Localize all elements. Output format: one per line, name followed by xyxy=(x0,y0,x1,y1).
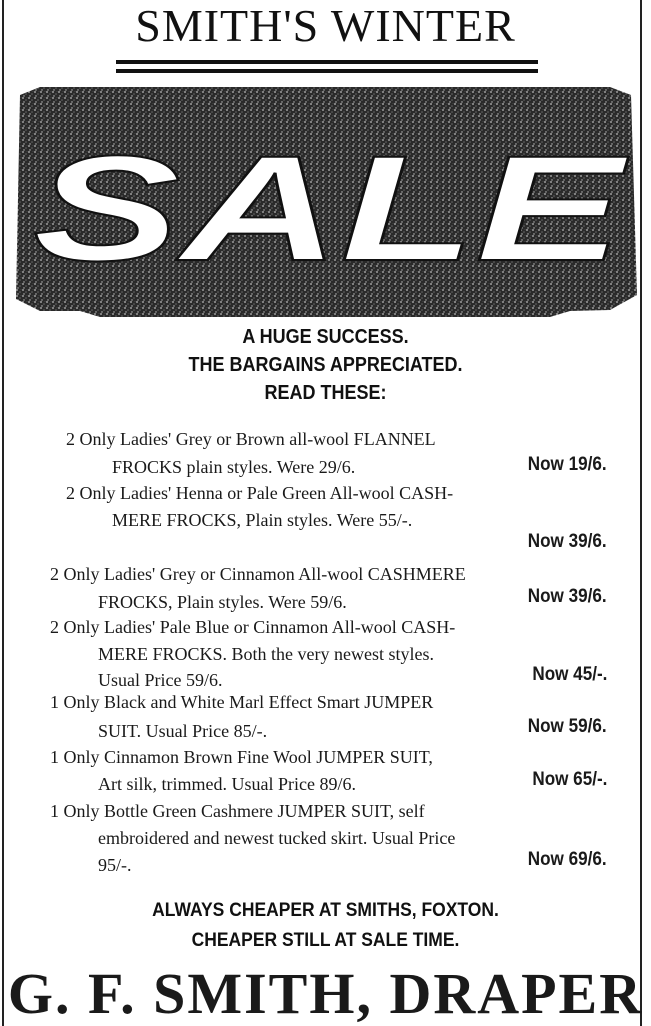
item-line: MERE FROCKS, Plain styles. Were 55/-. xyxy=(112,510,413,530)
item-line: 2 Only Ladies' Grey or Cinnamon All-wool CASHMERE xyxy=(50,564,466,584)
item-line: 2 Only Ladies' Grey or Brown all-wool FLANNEL xyxy=(66,429,436,449)
sale-banner xyxy=(10,85,641,320)
headline-bargains: THE BARGAINS APPRECIATED. xyxy=(188,354,463,376)
item-line: embroidered and newest tucked skirt. Usual Price xyxy=(98,828,456,848)
item-line: MERE FROCKS. Both the very newest styles. xyxy=(98,644,434,664)
left-border xyxy=(2,0,4,1026)
item-line: Usual Price 59/6. xyxy=(98,670,223,690)
ad-title: SMITH'S WINTER xyxy=(135,0,516,51)
item-price: Now 69/6. xyxy=(528,849,607,870)
item-price: Now 39/6. xyxy=(528,531,607,552)
item-price: Now 19/6. xyxy=(528,454,607,475)
item-line: 2 Only Ladies' Henna or Pale Green All-wool CASH- xyxy=(66,483,454,503)
title-rule-top xyxy=(116,60,538,64)
footer-always-cheaper: ALWAYS CHEAPER AT SMITHS, FOXTON. xyxy=(152,900,499,921)
merchant-signature: G. F. SMITH, DRAPER xyxy=(7,961,644,1026)
item-price: Now 65/-. xyxy=(531,769,607,790)
item-line: 1 Only Cinnamon Brown Fine Wool JUMPER SUIT, xyxy=(50,747,433,767)
item-line: FROCKS plain styles. Were 29/6. xyxy=(112,457,356,477)
item-line: 2 Only Ladies' Pale Blue or Cinnamon All-wool CASH- xyxy=(50,617,456,637)
item-price: Now 59/6. xyxy=(528,716,607,737)
item-price: Now 39/6. xyxy=(528,586,607,607)
item-line: 1 Only Black and White Marl Effect Smart JUMPER xyxy=(50,692,434,712)
item-line: 95/-. xyxy=(98,855,132,875)
item-line: SUIT. Usual Price 85/-. xyxy=(98,721,268,741)
headline-read: READ THESE: xyxy=(264,382,387,404)
item-line: Art silk, trimmed. Usual Price 89/6. xyxy=(98,774,356,794)
headline-success: A HUGE SUCCESS. xyxy=(242,326,409,348)
title-rule-bottom xyxy=(116,69,538,73)
item-price: Now 45/-. xyxy=(531,664,607,685)
sale-banner-text: SALE xyxy=(33,124,629,292)
item-line: 1 Only Bottle Green Cashmere JUMPER SUIT, self xyxy=(50,801,425,821)
footer-cheaper-still: CHEAPER STILL AT SALE TIME. xyxy=(191,930,460,951)
item-line: FROCKS, Plain styles. Were 59/6. xyxy=(98,592,347,612)
